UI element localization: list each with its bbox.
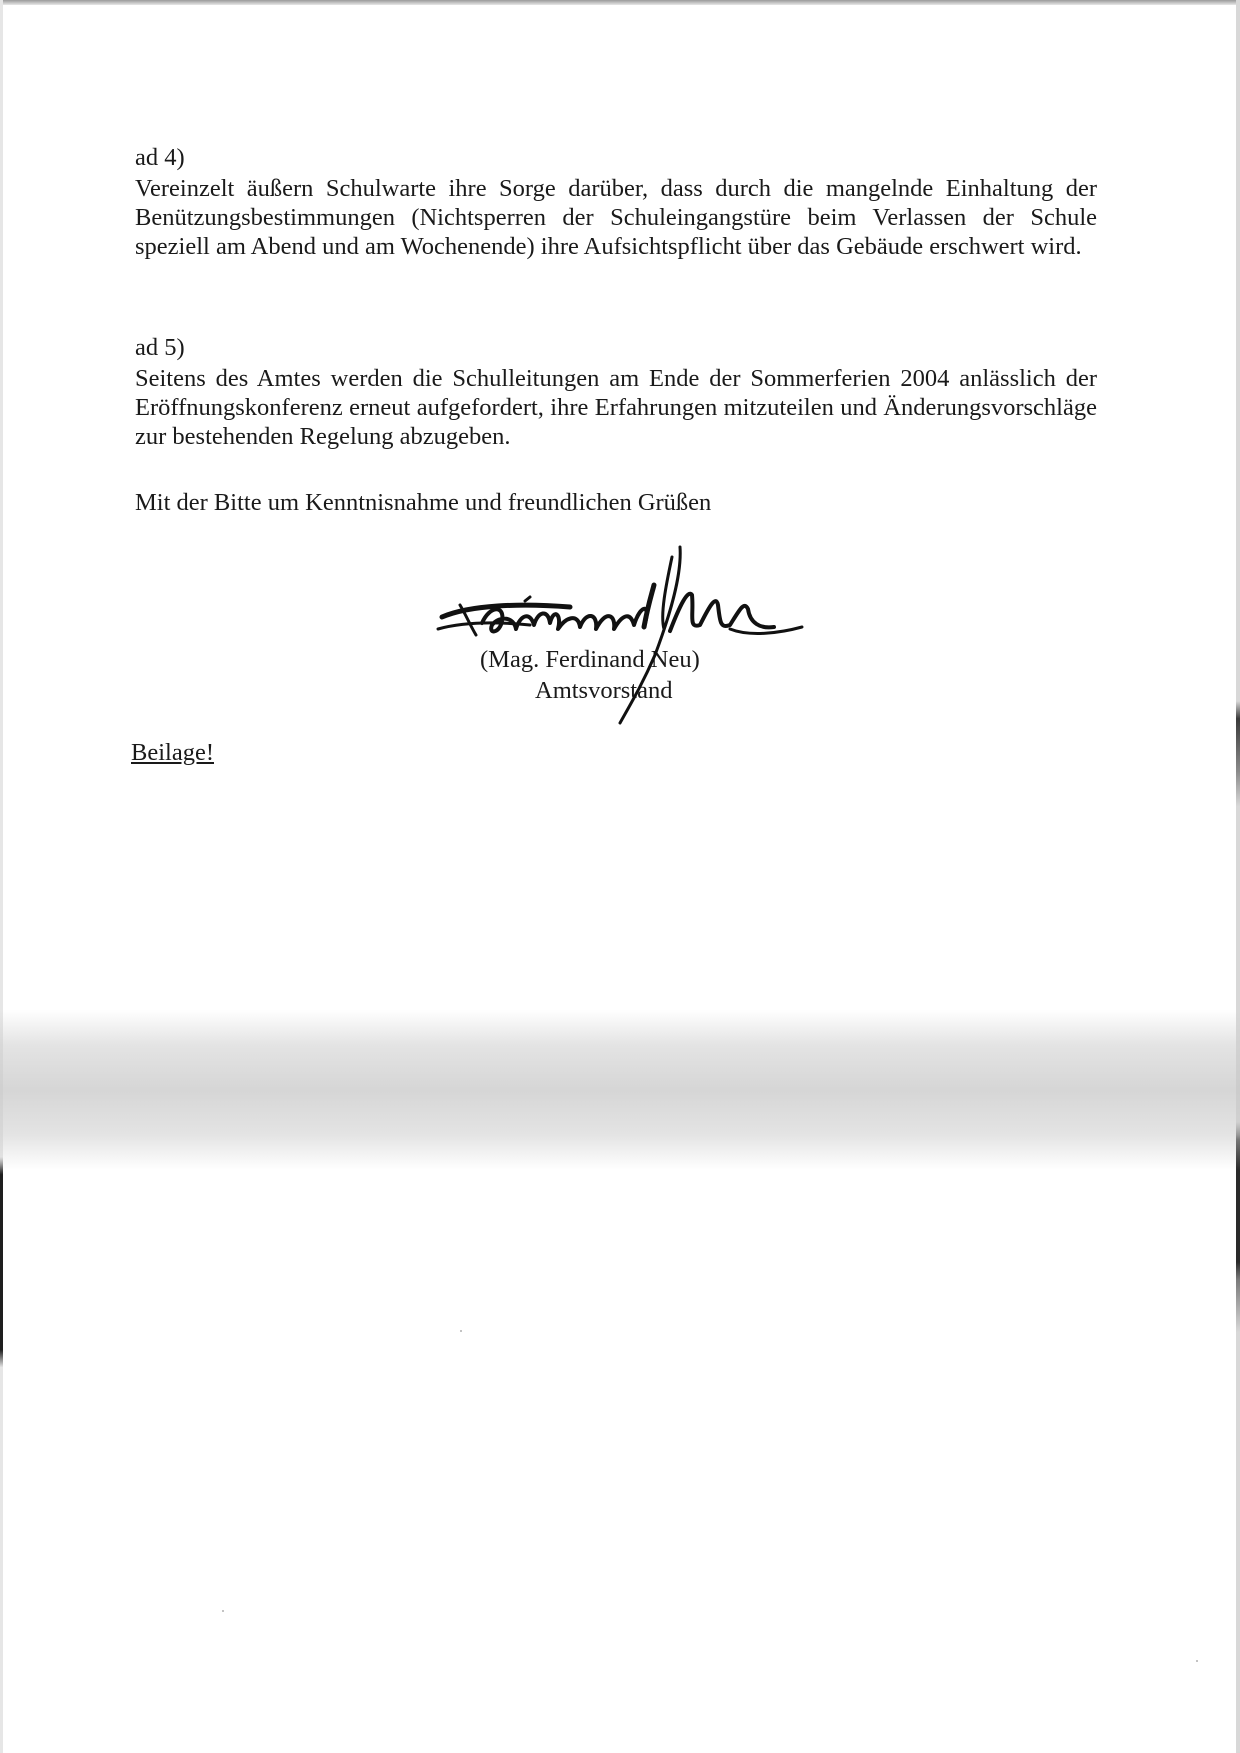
scan-edge-top — [0, 0, 1240, 5]
section-heading-ad5: ad 5) — [135, 334, 185, 361]
section-body-ad4: Vereinzelt äußern Schulwarte ihre Sorge darüber, dass durch die mangelnde Einhaltung der Benützungsbestimmungen (Nichtsperren der Schuleingangstüre beim Verlassen der Schule speziell am Abend und am Wochenende) ihre Aufsichtspflicht über das Gebäude erschwert wird. — [135, 175, 1097, 260]
scan-edge-right — [1236, 0, 1240, 1753]
section-body-ad5: Seitens des Amtes werden die Schulleitungen am Ende der Sommerferien 2004 anlässlich der Eröffnungskonferenz erneut aufgefordert, ihre Erfahrungen mitzuteilen und Änderungsvorschläge zur bestehenden Regelung abzugeben. — [135, 365, 1097, 450]
section-heading-ad4: ad 4) — [135, 144, 185, 171]
scan-gray-band — [0, 1010, 1240, 1170]
scan-speck — [222, 1610, 224, 1612]
signatory-name: (Mag. Ferdinand Neu) — [480, 646, 700, 673]
scan-speck — [460, 1330, 462, 1332]
enclosure-note: Beilage! — [131, 739, 214, 766]
scan-speck — [1196, 1660, 1198, 1662]
scan-edge-left — [0, 0, 3, 1753]
closing-greeting: Mit der Bitte um Kenntnisnahme und freundlichen Grüßen — [135, 489, 712, 516]
handwritten-signature — [430, 545, 850, 725]
signatory-title: Amtsvorstand — [535, 677, 673, 704]
